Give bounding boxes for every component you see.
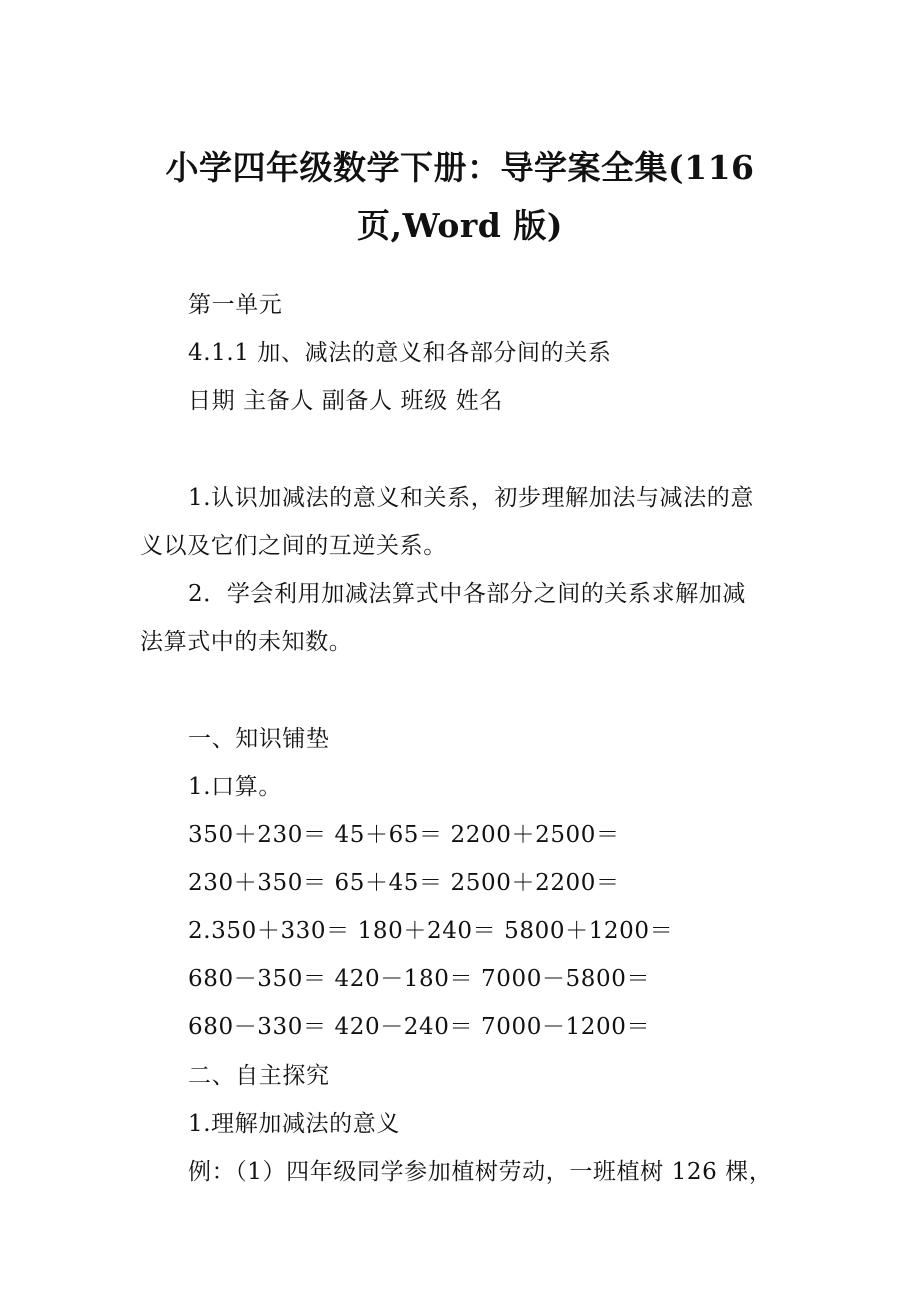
- header-fields: 日期 主备人 副备人 班级 姓名: [188, 388, 503, 414]
- section-heading-2: 二、自主探究: [188, 1063, 330, 1089]
- unit-heading: 第一单元: [188, 292, 283, 318]
- goal-2-line-2: 法算式中的未知数。: [140, 629, 353, 655]
- understand-label: 1.理解加减法的意义: [188, 1111, 400, 1137]
- lesson-title: 4.1.1 加、减法的意义和各部分间的关系: [188, 340, 612, 366]
- section-heading-1: 一、知识铺垫: [188, 726, 330, 752]
- example-line: 例：（1）四年级同学参加植树劳动，一班植树 126 棵，: [188, 1159, 773, 1185]
- oral-calc-label: 1.口算。: [188, 774, 282, 800]
- calc-row: 680－350＝ 420－180＝ 7000－5800＝: [188, 966, 651, 992]
- calc-row: 2.350＋330＝ 180＋240＝ 5800＋1200＝: [188, 918, 674, 944]
- document-title-line-2: 页,Word 版): [357, 206, 563, 245]
- calc-row: 350＋230＝ 45＋65＝ 2200＋2500＝: [188, 822, 620, 848]
- document-title-line-1: 小学四年级数学下册：导学案全集(116: [165, 148, 755, 187]
- goal-1-line-1: 1.认识加减法的意义和关系，初步理解加法与减法的意: [188, 485, 754, 511]
- calc-row: 230＋350＝ 65＋45＝ 2500＋2200＝: [188, 870, 620, 896]
- goal-1-line-2: 义以及它们之间的互逆关系。: [140, 533, 447, 559]
- calc-row: 680－330＝ 420－240＝ 7000－1200＝: [188, 1014, 651, 1040]
- goal-2-line-1: 2．学会利用加减法算式中各部分之间的关系求解加减: [188, 581, 747, 607]
